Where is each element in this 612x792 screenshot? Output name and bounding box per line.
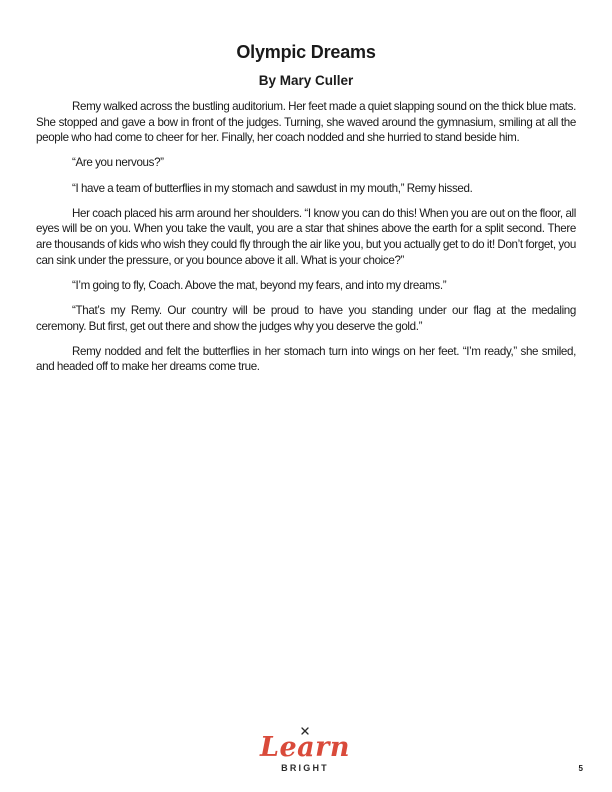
story-paragraph: “I have a team of butterflies in my stomach and sawdust in my mouth,” Remy hissed. — [72, 181, 473, 195]
learn-bright-logo — [249, 726, 361, 776]
learn-bright-logo-graphic — [249, 726, 361, 776]
story-paragraph: “That’s my Remy. Our country will be proud to have you standing under our flag at the medaling ceremony. But first, get out there and show the judges why you deserve the gold.” — [36, 303, 576, 333]
story-paragraph: Remy walked across the bustling auditorium. Her feet made a quiet slapping sound on the thick blue mats. She stopped and gave a bow in front of the judges. Turning, she waved around the gymnasium, smiling at all the people who had come to cheer for her. Finally, her coach nodded and she hurried to stand beside him. — [36, 100, 576, 145]
logo-word-learn: Learn — [259, 732, 351, 763]
story-author: By Mary Culler — [258, 73, 354, 88]
story-paragraph: Her coach placed his arm around her shoulders. “I know you can do this! When you are out on the floor, all eyes will be on you. When you take the vault, you are a star that shines above the earth for a split second. There are thousands of kids who wish they could fly through the air like you, but you actually get to do it! Don’t forget, you can sink under the pressure, or you bounce above it all. What is your choice?” — [36, 206, 576, 267]
story-paragraph: “I’m going to fly, Coach. Above the mat, beyond my fears, and into my dreams.” — [72, 278, 447, 292]
story-body — [36, 99, 576, 384]
story-title: Olympic Dreams — [236, 42, 376, 62]
story-paragraph: “Are you nervous?” — [72, 156, 164, 170]
page-number: 5 — [578, 764, 583, 773]
story-paragraph: Remy nodded and felt the butterflies in her stomach turn into wings on her feet. “I’m ready,” she smiled, and headed off to make her dreams come true. — [36, 344, 576, 374]
logo-word-bright: BRIGHT — [281, 763, 329, 773]
